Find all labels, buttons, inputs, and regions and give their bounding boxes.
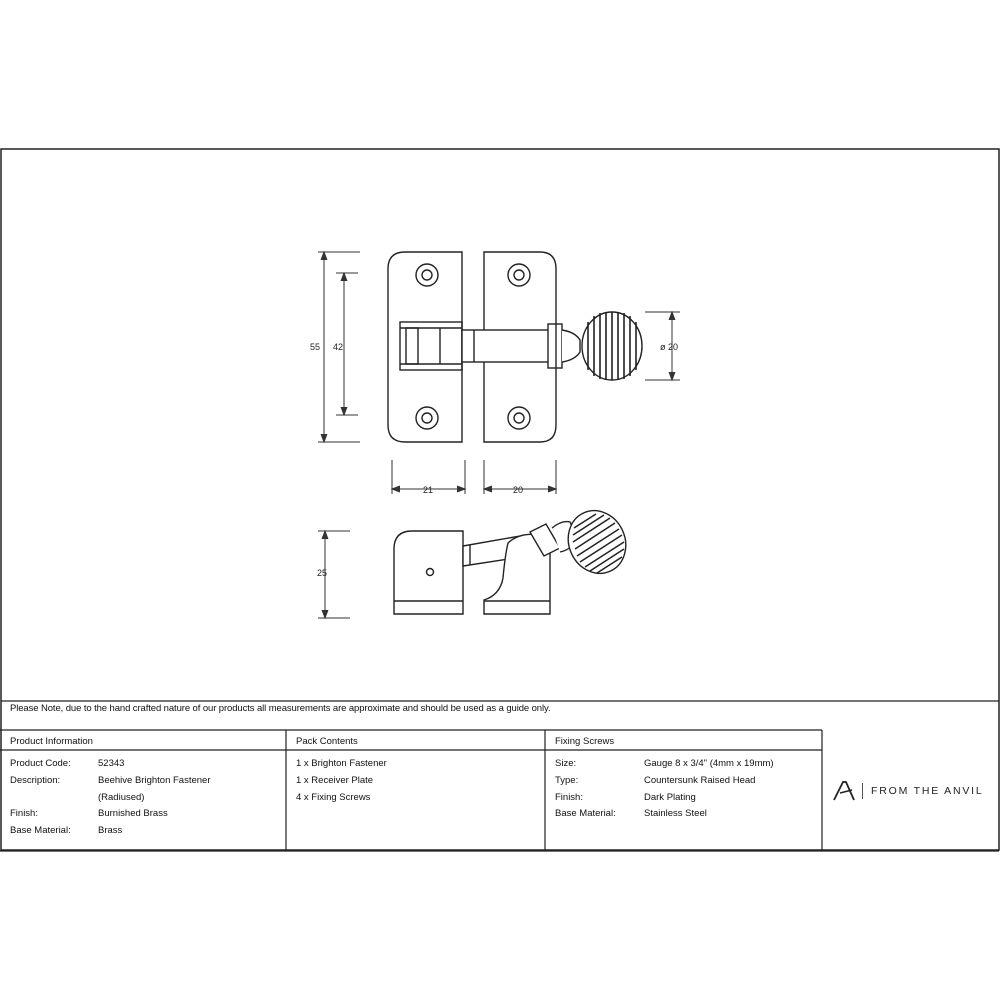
fixing-screws-heading: Fixing Screws xyxy=(555,736,615,747)
finish-value: Burnished Brass xyxy=(98,808,168,820)
dim-height-overall: 55 xyxy=(309,342,321,352)
finish-label: Finish: xyxy=(10,808,38,820)
dim-width-receiver: 20 xyxy=(512,485,524,495)
brand-name: FROM THE ANVIL xyxy=(871,785,984,797)
screw-type-value: Countersunk Raised Head xyxy=(644,774,756,786)
product-code-label: Product Code: xyxy=(10,758,71,769)
screw-size-label: Size: xyxy=(555,758,577,769)
product-info-labels xyxy=(10,756,71,840)
pack-contents-heading: Pack Contents xyxy=(296,736,358,747)
description-cont-value: (Radiused) xyxy=(98,791,145,803)
base-material-value: Brass xyxy=(98,825,123,837)
description-value: Beehive Brighton Fastener xyxy=(98,774,211,786)
dim-height-inner: 42 xyxy=(332,342,344,352)
fixing-screws-labels xyxy=(555,756,616,823)
anvil-a-logo-icon xyxy=(832,780,856,802)
dim-knob-diameter: ø 20 xyxy=(660,342,679,352)
product-info-heading: Product Information xyxy=(10,736,93,747)
screw-type-label: Type: xyxy=(555,774,579,786)
top-view xyxy=(388,252,642,442)
description-cont-label xyxy=(10,790,71,807)
pack-item: 1 x Brighton Fastener xyxy=(296,758,387,769)
pack-contents-list xyxy=(296,756,387,806)
base-material-label: Base Material: xyxy=(10,825,71,837)
dim-depth: 25 xyxy=(316,568,328,578)
screw-size-value: Gauge 8 x 3/4" (4mm x 19mm) xyxy=(644,758,774,769)
brand-logo xyxy=(832,780,984,802)
screw-material-label: Base Material: xyxy=(555,808,616,820)
screw-finish-label: Finish: xyxy=(555,791,583,803)
pack-item: 4 x Fixing Screws xyxy=(296,791,371,803)
pack-item: 1 x Receiver Plate xyxy=(296,774,374,786)
description-label: Description: xyxy=(10,774,61,786)
screw-finish-value: Dark Plating xyxy=(644,791,696,803)
product-code-value: 52343 xyxy=(98,758,125,769)
fixing-screws-values xyxy=(644,756,774,823)
disclaimer-note: Please Note, due to the hand crafted nature of our products all measurements are approximate and should be used as a guide only. xyxy=(10,703,551,714)
screw-material-value: Stainless Steel xyxy=(644,808,707,820)
dim-width-fastener: 21 xyxy=(422,485,434,495)
product-info-values xyxy=(98,756,210,840)
